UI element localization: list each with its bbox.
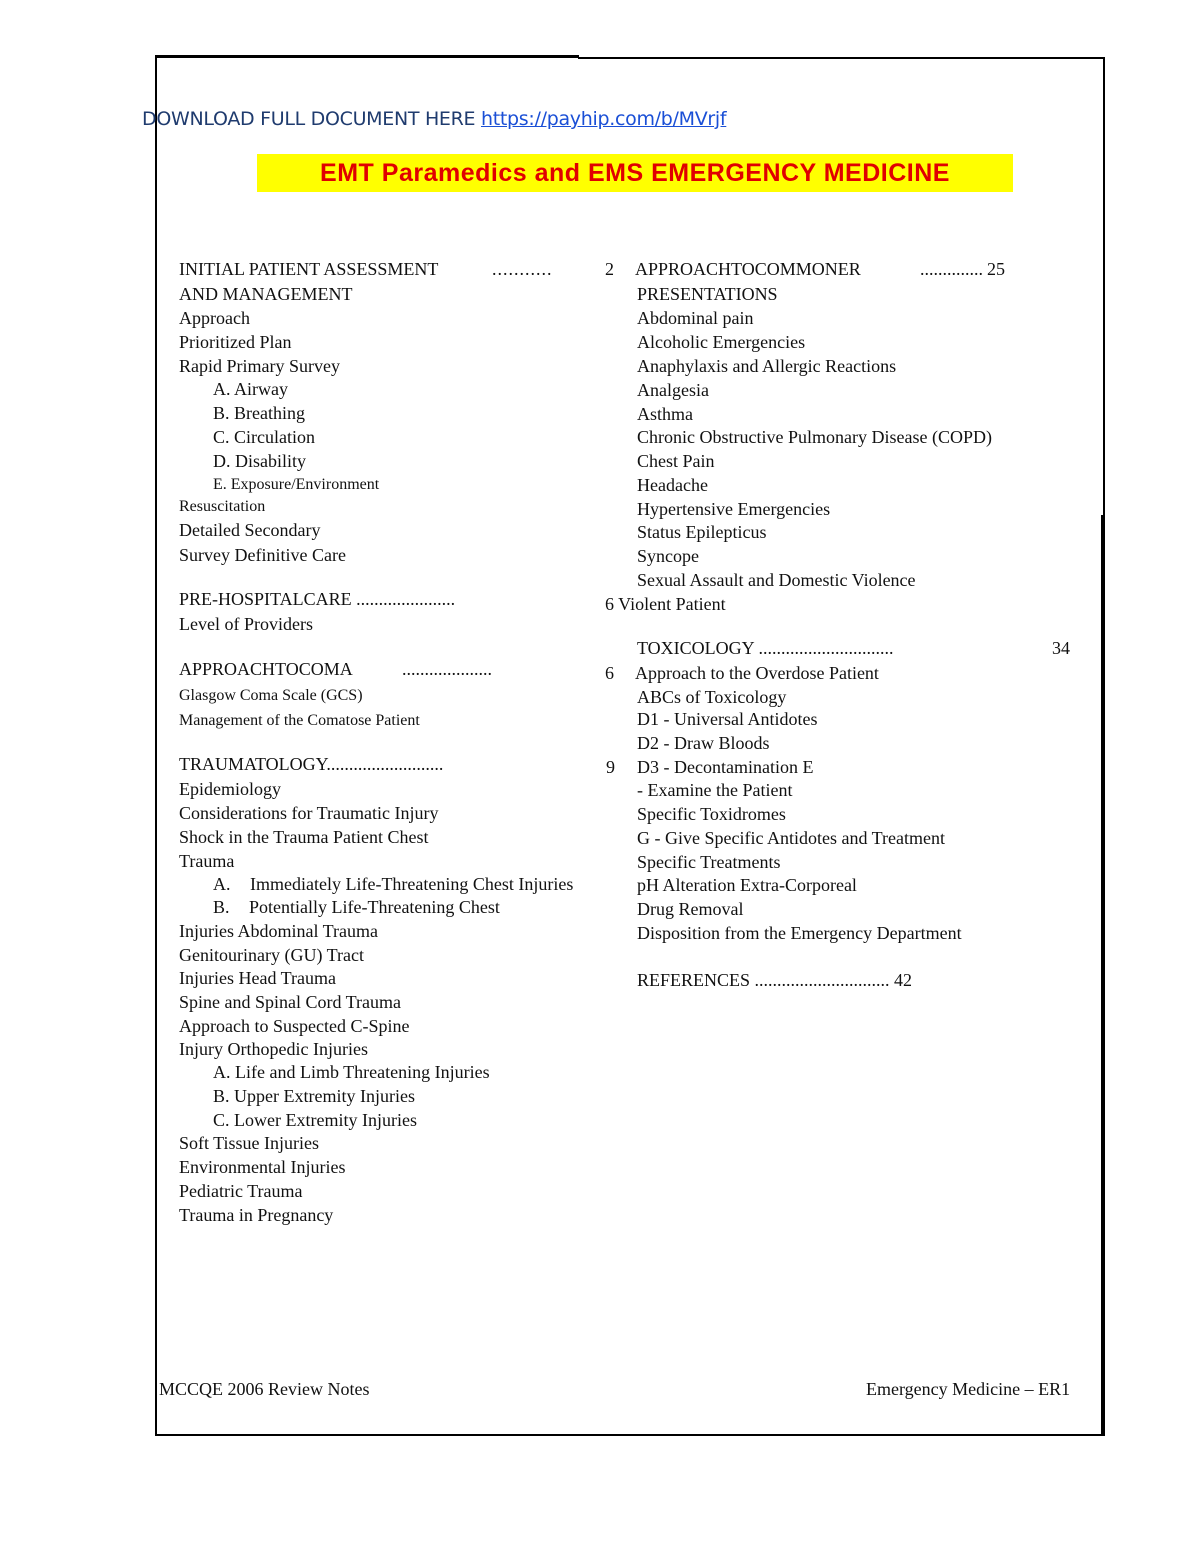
toc-item: D2 - Draw Bloods	[637, 733, 770, 753]
toc-item: Approach to Suspected C-Spine	[179, 1016, 410, 1036]
toc-item: Environmental Injuries	[179, 1157, 346, 1177]
toc-initial-dots: ...........	[492, 259, 553, 279]
toc-item: Injuries Head Trauma	[179, 968, 336, 988]
toc-item: Trauma	[179, 851, 235, 871]
toc-common-title2: PRESENTATIONS	[637, 284, 778, 304]
footer-right: Emergency Medicine – ER1	[866, 1379, 1071, 1399]
toc-item: G - Give Specific Antidotes and Treatment	[637, 828, 945, 848]
toc-item: D1 - Universal Antidotes	[637, 709, 818, 729]
toc-subitem: B. Upper Extremity Injuries	[213, 1086, 415, 1106]
toc-item: Syncope	[637, 546, 699, 566]
toc-item: Rapid Primary Survey	[179, 356, 340, 376]
toc-subitem: C. Lower Extremity Injuries	[213, 1110, 417, 1130]
toc-item: Drug Removal	[637, 899, 744, 919]
toc-item: Analgesia	[637, 380, 709, 400]
toc-section-trauma: TRAUMATOLOGY..........................	[179, 754, 444, 774]
download-link[interactable]: https://payhip.com/b/MVrjf	[481, 108, 727, 130]
toc-coma-dots: ....................	[402, 659, 492, 679]
toc-item: D3 - Decontamination E	[637, 757, 814, 777]
toc-item: Shock in the Trauma Patient Chest	[179, 827, 429, 847]
toc-common-page: 25	[987, 259, 1005, 279]
toc-item: 6 Violent Patient	[605, 594, 726, 614]
frame-right-border	[1101, 515, 1103, 1435]
toc-item: Injuries Abdominal Trauma	[179, 921, 378, 941]
toc-item: Abdominal pain	[637, 308, 754, 328]
toc-item: Anaphylaxis and Allergic Reactions	[637, 356, 897, 376]
download-prefix: DOWNLOAD FULL DOCUMENT HERE	[142, 108, 476, 130]
toc-item: Prioritized Plan	[179, 332, 292, 352]
toc-item: Glasgow Coma Scale (GCS)	[179, 687, 363, 704]
toc-subitem: Potentially Life-Threatening Chest	[249, 897, 500, 917]
toc-item: - Examine the Patient	[637, 780, 793, 800]
toc-item: Resuscitation	[179, 498, 266, 515]
toc-section-prehospital: PRE-HOSPITALCARE ......................	[179, 589, 456, 609]
toc-item: Chronic Obstructive Pulmonary Disease (COPD)	[637, 427, 992, 447]
toc-section-coma: APPROACHTOCOMA	[179, 659, 353, 679]
toc-subitem: A. Life and Limb Threatening Injuries	[213, 1062, 490, 1082]
toc-item: Status Epilepticus	[637, 522, 767, 542]
toc-item: Soft Tissue Injuries	[179, 1133, 320, 1153]
toc-subitem: D. Disability	[213, 451, 306, 471]
toc-item: Specific Toxidromes	[637, 804, 786, 824]
toc-trauma-page: 9	[606, 757, 615, 777]
toc-item: Chest Pain	[637, 451, 715, 471]
toc-section-references: REFERENCES .............................. 42	[637, 970, 913, 990]
toc-item: Headache	[637, 475, 708, 495]
toc-item: Sexual Assault and Domestic Violence	[637, 570, 916, 590]
toc-item: pH Alteration Extra-Corporeal	[637, 875, 857, 895]
toc-item: Level of Providers	[179, 614, 313, 634]
download-banner	[142, 108, 726, 130]
toc-subitem: E. Exposure/Environment	[213, 476, 380, 493]
toc-item: Epidemiology	[179, 779, 281, 799]
toc-subitem-label: B.	[213, 897, 230, 917]
toc-item: Asthma	[637, 404, 693, 424]
toc-initial-title2: AND MANAGEMENT	[179, 284, 353, 304]
toc-item: Considerations for Traumatic Injury	[179, 803, 439, 823]
toc-item: Genitourinary (GU) Tract	[179, 945, 364, 965]
toc-subitem: B. Breathing	[213, 403, 305, 423]
toc-item: Alcoholic Emergencies	[637, 332, 806, 352]
toc-item: Hypertensive Emergencies	[637, 499, 831, 519]
toc-overdose-num: 6	[605, 663, 614, 683]
toc-subitem: Immediately Life-Threatening Chest Injuries	[250, 874, 574, 894]
toc-item: Detailed Secondary	[179, 520, 321, 540]
toc-subitem: A. Airway	[213, 379, 288, 399]
toc-common-dots: ..............	[920, 259, 983, 279]
toc-section-toxicology: TOXICOLOGY ..............................	[637, 638, 894, 658]
toc-initial-title: INITIAL PATIENT ASSESSMENT	[179, 259, 439, 279]
footer-left: MCCQE 2006 Review Notes	[159, 1379, 370, 1399]
toc-item: Injury Orthopedic Injuries	[179, 1039, 368, 1059]
document-title: EMT Paramedics and EMS EMERGENCY MEDICINE	[257, 154, 1013, 192]
toc-item: Pediatric Trauma	[179, 1181, 303, 1201]
toc-item: Disposition from the Emergency Department	[637, 923, 962, 943]
toc-item: Specific Treatments	[637, 852, 781, 872]
toc-item: Trauma in Pregnancy	[179, 1205, 334, 1225]
toc-item: Spine and Spinal Cord Trauma	[179, 992, 402, 1012]
toc-subitem: C. Circulation	[213, 427, 315, 447]
toc-item: Approach	[179, 308, 250, 328]
toc-item: Approach to the Overdose Patient	[635, 663, 879, 683]
toc-item: Survey Definitive Care	[179, 545, 346, 565]
toc-item: Management of the Comatose Patient	[179, 712, 420, 729]
toc-item: ABCs of Toxicology	[637, 687, 787, 707]
toc-section-common: APPROACHTOCOMMONER	[635, 259, 861, 279]
toc-tox-page: 34	[1052, 638, 1070, 658]
toc-subitem-label: A.	[213, 874, 231, 894]
toc-initial-page: 2	[605, 259, 614, 279]
